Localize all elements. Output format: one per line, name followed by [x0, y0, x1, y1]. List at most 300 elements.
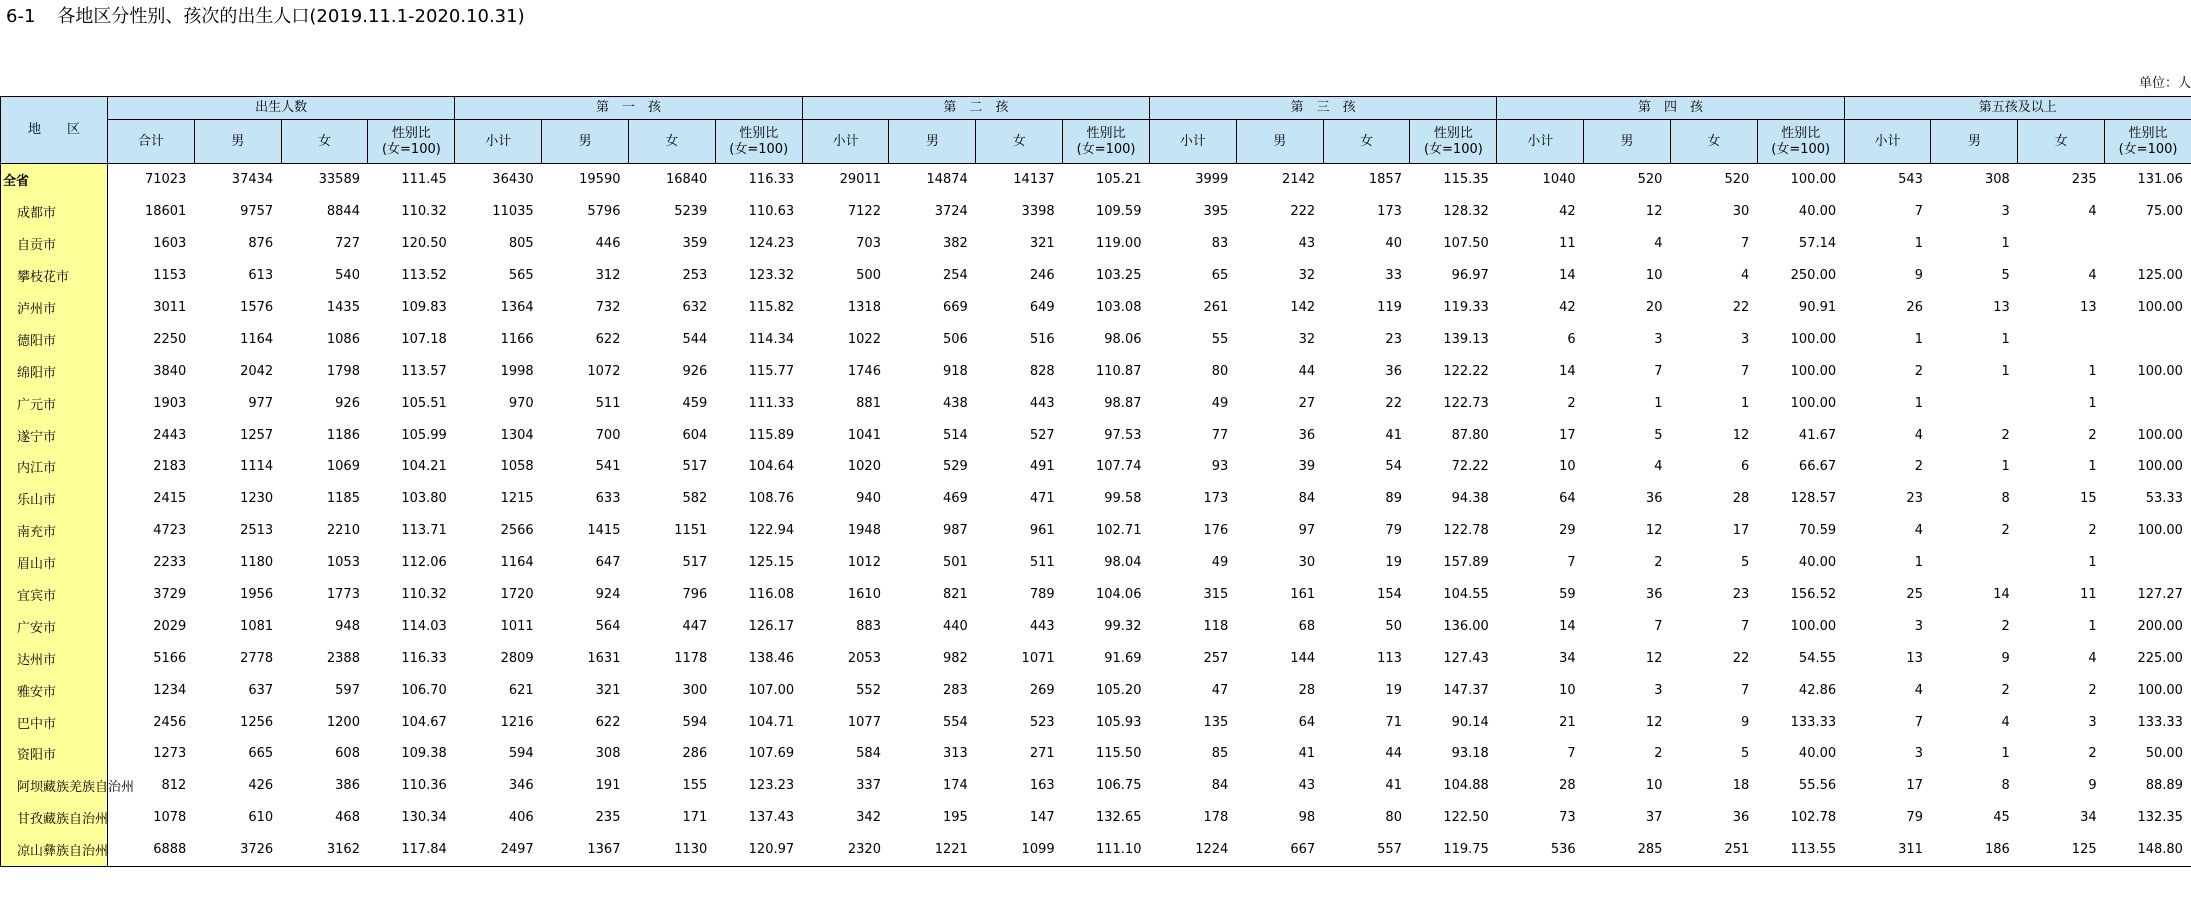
data-cell: 195 [942, 810, 968, 826]
data-cell: 3 [1654, 682, 1663, 698]
data-cell: 632 [682, 300, 708, 315]
data-cell: 1576 [240, 300, 274, 315]
data-cell: 79 [1906, 810, 1923, 826]
data-cell: 622 [595, 331, 621, 347]
data-cell: 11 [2080, 587, 2097, 603]
data-cell: 110.63 [748, 204, 795, 220]
data-cell: 2809 [500, 650, 534, 666]
data-cell: 104.67 [401, 714, 447, 730]
sub-header: 男 [1584, 120, 1671, 164]
data-cell: 41 [1385, 778, 1402, 794]
data-cell: 117.84 [368, 834, 455, 866]
data-cell: 543 [1898, 172, 1923, 188]
region-name: 乐山市 [1, 483, 108, 515]
data-cell: 541 [595, 459, 621, 475]
data-cell: 1 [2001, 746, 2010, 762]
sub-header: 性别比 (女=100) [1410, 120, 1497, 164]
data-cell: 1 [1914, 555, 1923, 571]
data-cell: 225.00 [2105, 642, 2191, 674]
data-cell: 64 [1559, 491, 1576, 507]
data-cell: 1720 [500, 587, 534, 603]
data-cell: 342 [856, 810, 881, 826]
data-cell: 926 [335, 395, 360, 411]
sub-header: 小计 [1149, 120, 1236, 164]
data-cell: 271 [1029, 746, 1055, 762]
data-cell: 1 [2001, 331, 2010, 347]
data-cell: 12 [1645, 650, 1663, 666]
region-name: 广元市 [1, 387, 108, 419]
data-cell: 2 [2001, 523, 2010, 539]
data-cell: 10 [1645, 778, 1663, 794]
data-cell: 97.53 [1104, 427, 1142, 443]
data-cell: 106.70 [401, 682, 447, 698]
data-cell: 3 [1914, 746, 1923, 762]
data-cell: 977 [248, 395, 274, 411]
data-cell: 9 [2088, 778, 2097, 794]
data-cell: 1086 [326, 331, 360, 347]
data-cell: 128.32 [1443, 204, 1489, 220]
data-cell: 523 [1029, 714, 1055, 730]
data-cell: 186 [1931, 834, 2018, 866]
data-cell: 552 [856, 682, 881, 698]
data-cell: 106.75 [1095, 778, 1142, 794]
data-cell: 114.34 [748, 331, 795, 347]
data-cell: 100.00 [2105, 419, 2191, 451]
table-row [1, 834, 2191, 866]
data-cell: 1 [2088, 395, 2097, 411]
data-cell: 613 [248, 268, 274, 284]
data-cell: 261 [1203, 300, 1229, 315]
data-cell: 107.00 [748, 682, 795, 698]
data-cell: 26 [1906, 300, 1923, 315]
data-cell: 1273 [153, 746, 187, 762]
data-cell: 346 [508, 778, 534, 794]
data-cell: 36 [1645, 491, 1663, 507]
data-cell: 3840 [153, 363, 187, 379]
data-cell: 4 [2088, 268, 2097, 284]
data-cell: 1166 [500, 331, 534, 347]
data-cell: 42 [1559, 204, 1576, 220]
data-cell: 608 [335, 746, 360, 762]
data-cell: 7122 [847, 204, 881, 220]
data-cell: 7 [1914, 714, 1923, 730]
sub-header: 女 [976, 120, 1063, 164]
group-header: 第 二 孩 [802, 97, 1149, 120]
data-cell: 222 [1290, 204, 1316, 220]
data-cell: 14137 [1013, 172, 1055, 188]
data-cell: 881 [856, 395, 881, 411]
data-cell [1931, 547, 2018, 579]
data-cell: 582 [682, 491, 708, 507]
sub-header: 小计 [1497, 120, 1584, 164]
data-cell: 665 [248, 746, 274, 762]
data-cell: 41.67 [1798, 427, 1837, 443]
data-cell: 9 [2001, 650, 2010, 666]
data-cell: 118 [1203, 618, 1229, 634]
region-name: 凉山彝族自治州 [1, 834, 108, 866]
data-cell: 9 [1741, 714, 1750, 730]
data-cell: 1081 [240, 618, 274, 634]
data-cell: 1746 [847, 363, 881, 379]
data-cell: 8 [2001, 778, 2010, 794]
data-cell: 115.82 [748, 300, 795, 315]
data-cell: 126.17 [748, 618, 795, 634]
data-cell: 1151 [674, 523, 708, 539]
data-cell: 127.43 [1443, 650, 1489, 666]
data-cell: 27 [1298, 395, 1316, 411]
data-cell: 2 [2001, 618, 2010, 634]
data-cell: 1069 [326, 459, 360, 475]
data-cell: 9 [1914, 268, 1923, 284]
data-cell: 113 [1377, 650, 1402, 666]
data-cell: 2 [1567, 395, 1576, 411]
data-cell: 100.00 [2105, 674, 2191, 706]
data-cell: 122.94 [748, 523, 795, 539]
data-cell [2105, 547, 2191, 579]
data-cell: 5 [1654, 427, 1663, 443]
data-cell: 64 [1298, 714, 1316, 730]
data-cell [2105, 387, 2191, 419]
data-cell: 50 [1385, 618, 1402, 634]
data-cell: 7 [1741, 236, 1750, 252]
data-cell: 514 [942, 427, 968, 443]
data-cell: 65 [1211, 268, 1229, 284]
data-cell: 732 [595, 300, 621, 315]
data-cell: 171 [682, 810, 708, 826]
sub-header: 性别比 (女=100) [1757, 120, 1844, 164]
data-cell: 8 [2001, 491, 2010, 507]
data-cell: 122.50 [1443, 810, 1489, 826]
data-cell: 876 [248, 236, 274, 252]
data-cell: 300 [682, 682, 708, 698]
data-cell: 42.86 [1798, 682, 1837, 698]
data-cell: 70.59 [1798, 523, 1837, 539]
data-cell: 73 [1559, 810, 1576, 826]
table-body [1, 164, 2191, 867]
data-cell: 520 [1724, 172, 1750, 188]
table-row [1, 260, 2191, 292]
data-cell: 1798 [326, 363, 360, 379]
data-cell: 71 [1385, 714, 1402, 730]
data-cell: 440 [942, 618, 968, 634]
data-cell: 84 [1298, 491, 1316, 507]
data-cell: 565 [508, 268, 534, 284]
data-cell: 5 [1741, 746, 1750, 762]
data-cell: 406 [508, 810, 534, 826]
sub-header: 小计 [455, 120, 542, 164]
data-cell: 269 [1029, 682, 1055, 698]
data-cell: 1 [2088, 618, 2097, 634]
data-cell: 1435 [326, 300, 360, 315]
data-cell: 2053 [847, 650, 881, 666]
data-cell: 2 [1914, 363, 1923, 379]
data-cell: 540 [335, 268, 360, 284]
data-cell: 8844 [326, 204, 360, 220]
data-cell: 2142 [1282, 172, 1316, 188]
data-cell: 3162 [281, 834, 368, 866]
data-cell: 447 [682, 618, 708, 634]
group-header: 第 一 孩 [455, 97, 802, 120]
table-row [1, 674, 2191, 706]
table-row [1, 579, 2191, 611]
data-cell: 812 [161, 778, 187, 794]
data-cell: 961 [1029, 523, 1055, 539]
data-cell: 17 [1906, 778, 1923, 794]
data-cell: 41 [1385, 427, 1402, 443]
table-row [1, 355, 2191, 387]
data-cell: 157.89 [1443, 555, 1489, 571]
data-cell: 7 [1567, 555, 1576, 571]
data-cell: 1072 [587, 363, 621, 379]
data-cell: 125 [2018, 834, 2105, 866]
group-header: 第五孩及以上 [1844, 97, 2191, 120]
data-cell: 2497 [455, 834, 542, 866]
data-cell: 111.45 [401, 172, 447, 188]
data-cell: 529 [942, 459, 968, 475]
data-cell: 40.00 [1798, 746, 1837, 762]
data-cell: 132.35 [2105, 802, 2191, 834]
region-name: 成都市 [1, 196, 108, 228]
data-cell: 2456 [153, 714, 187, 730]
table-title [6, 2, 525, 28]
data-cell: 128.57 [1790, 491, 1837, 507]
data-cell: 107.18 [401, 331, 447, 347]
data-cell: 821 [942, 587, 968, 603]
data-cell: 29011 [839, 172, 881, 188]
data-cell: 119.00 [1095, 236, 1142, 252]
data-cell: 94.38 [1451, 491, 1489, 507]
unit-label: 单位：人 [2138, 76, 2191, 91]
data-cell: 100.00 [2105, 515, 2191, 547]
data-cell: 584 [856, 746, 881, 762]
data-cell: 1130 [628, 834, 715, 866]
data-cell: 114.03 [401, 618, 447, 634]
data-cell: 506 [942, 331, 968, 347]
table-row [1, 451, 2191, 483]
data-cell: 33589 [318, 172, 360, 188]
data-cell: 40.00 [1798, 555, 1837, 571]
data-cell: 98 [1298, 810, 1316, 826]
data-cell: 7 [1914, 204, 1923, 220]
data-cell: 3726 [194, 834, 281, 866]
table-number: 6-1 [6, 6, 36, 27]
data-cell: 18601 [144, 204, 187, 220]
data-cell: 1071 [1021, 650, 1055, 666]
data-cell: 20 [1645, 300, 1663, 315]
data-cell: 47 [1211, 682, 1229, 698]
region-name: 遂宁市 [1, 419, 108, 451]
data-cell: 594 [508, 746, 534, 762]
data-cell: 926 [682, 363, 708, 379]
data-cell: 1164 [240, 331, 274, 347]
data-cell: 1304 [500, 427, 534, 443]
data-cell: 123.32 [748, 268, 795, 284]
data-cell: 83 [1211, 236, 1229, 252]
data-cell: 254 [942, 268, 968, 284]
data-cell: 597 [335, 682, 360, 698]
data-cell: 113.55 [1757, 834, 1844, 866]
data-cell: 113.71 [401, 523, 447, 539]
data-cell: 105.99 [401, 427, 447, 443]
data-cell: 22 [1732, 300, 1750, 315]
data-cell: 1178 [674, 650, 708, 666]
sub-header: 性别比 (女=100) [1063, 120, 1150, 164]
data-cell: 14 [1993, 587, 2010, 603]
data-cell: 1 [1914, 395, 1923, 411]
data-cell: 527 [1029, 427, 1055, 443]
data-cell: 112.06 [401, 555, 447, 571]
data-cell: 621 [508, 682, 534, 698]
data-cell: 107.74 [1095, 459, 1142, 475]
data-cell: 34 [2080, 810, 2097, 826]
data-cell: 40.00 [1798, 204, 1837, 220]
data-cell: 1215 [500, 491, 534, 507]
data-cell: 395 [1203, 204, 1229, 220]
data-cell: 11035 [492, 204, 534, 220]
data-cell: 99.32 [1104, 618, 1142, 634]
data-cell: 321 [595, 682, 621, 698]
data-cell: 4723 [153, 523, 187, 539]
data-cell: 102.78 [1790, 810, 1837, 826]
data-cell: 3398 [1021, 204, 1055, 220]
data-cell: 6888 [108, 834, 195, 866]
data-cell: 37 [1645, 810, 1663, 826]
data-cell: 3 [2001, 204, 2010, 220]
data-cell: 13 [1993, 300, 2010, 315]
data-cell: 554 [942, 714, 968, 730]
data-cell: 104.71 [748, 714, 795, 730]
data-cell: 148.80 [2105, 834, 2191, 866]
data-cell: 12 [1732, 427, 1750, 443]
data-cell: 536 [1497, 834, 1584, 866]
data-cell: 29 [1559, 523, 1576, 539]
data-cell: 103.08 [1095, 300, 1142, 315]
data-cell: 133.33 [1790, 714, 1837, 730]
data-cell: 84 [1211, 778, 1229, 794]
region-name: 达州市 [1, 642, 108, 674]
data-cell: 30 [1298, 555, 1316, 571]
data-cell: 130.34 [401, 810, 447, 826]
data-cell: 940 [856, 491, 881, 507]
data-cell: 119 [1377, 300, 1402, 315]
data-cell: 93.18 [1451, 746, 1489, 762]
data-cell: 5 [1741, 555, 1750, 571]
data-cell: 21 [1559, 714, 1576, 730]
data-cell: 7 [1654, 363, 1663, 379]
data-cell: 103.80 [401, 491, 447, 507]
data-cell: 124.23 [748, 236, 795, 252]
data-cell: 3011 [153, 300, 187, 315]
data-cell: 283 [942, 682, 968, 698]
data-cell: 104.06 [1095, 587, 1142, 603]
data-cell: 2233 [153, 555, 187, 571]
data-cell: 918 [942, 363, 968, 379]
data-cell: 517 [682, 459, 708, 475]
sub-header: 男 [889, 120, 976, 164]
table-row [1, 802, 2191, 834]
data-cell: 251 [1670, 834, 1757, 866]
data-cell: 468 [335, 810, 360, 826]
data-cell: 315 [1203, 587, 1229, 603]
data-cell: 2566 [500, 523, 534, 539]
data-cell: 12 [1645, 714, 1663, 730]
data-cell: 1114 [240, 459, 274, 475]
data-cell: 604 [682, 427, 708, 443]
data-cell: 147.37 [1443, 682, 1489, 698]
data-cell: 137.43 [748, 810, 795, 826]
data-cell: 2 [2001, 682, 2010, 698]
table-row [1, 515, 2191, 547]
data-cell: 5239 [674, 204, 708, 220]
data-cell: 3 [1914, 618, 1923, 634]
data-cell: 438 [942, 395, 968, 411]
sub-header: 性别比 (女=100) [2105, 120, 2191, 164]
data-cell: 115.89 [748, 427, 795, 443]
sub-header: 小计 [802, 120, 889, 164]
data-cell: 127.27 [2105, 579, 2191, 611]
data-cell: 1040 [1542, 172, 1576, 188]
data-cell: 200.00 [2105, 610, 2191, 642]
data-cell: 321 [1029, 236, 1055, 252]
data-cell: 91.69 [1104, 650, 1142, 666]
data-cell: 36 [1645, 587, 1663, 603]
data-cell: 104.21 [401, 459, 447, 475]
data-cell: 107.50 [1443, 236, 1489, 252]
data-cell: 443 [1029, 618, 1055, 634]
data-cell: 40 [1385, 236, 1402, 252]
region-name: 眉山市 [1, 547, 108, 579]
data-cell: 703 [856, 236, 881, 252]
data-cell: 4 [2088, 650, 2097, 666]
data-cell: 163 [1029, 778, 1055, 794]
data-cell: 446 [595, 236, 621, 252]
data-cell: 7 [1567, 746, 1576, 762]
table-row [1, 706, 2191, 738]
table-row [1, 323, 2191, 355]
data-cell: 2042 [240, 363, 274, 379]
data-cell: 18 [1732, 778, 1750, 794]
data-cell: 97 [1298, 523, 1316, 539]
data-cell: 511 [595, 395, 621, 411]
data-cell: 443 [1029, 395, 1055, 411]
data-cell: 647 [595, 555, 621, 571]
data-cell: 174 [942, 778, 968, 794]
data-cell: 2029 [153, 618, 187, 634]
data-cell: 44 [1385, 746, 1402, 762]
data-cell: 161 [1290, 587, 1316, 603]
table-row [1, 738, 2191, 770]
data-cell: 104.88 [1443, 778, 1489, 794]
data-cell: 1857 [1368, 172, 1402, 188]
data-cell: 108.76 [748, 491, 795, 507]
data-cell: 110.32 [401, 204, 447, 220]
data-cell: 2 [1914, 459, 1923, 475]
data-cell: 173 [1377, 204, 1402, 220]
data-cell: 1012 [847, 555, 881, 571]
data-cell: 511 [1029, 555, 1055, 571]
data-cell: 727 [335, 236, 360, 252]
data-cell: 1367 [542, 834, 629, 866]
data-cell: 987 [942, 523, 968, 539]
region-name: 南充市 [1, 515, 108, 547]
data-cell: 109.59 [1095, 204, 1142, 220]
data-cell: 426 [248, 778, 274, 794]
data-cell: 28 [1298, 682, 1316, 698]
data-cell: 142 [1290, 300, 1316, 315]
data-cell: 75.00 [2105, 196, 2191, 228]
data-cell: 14 [1559, 363, 1576, 379]
data-cell: 120.97 [715, 834, 802, 866]
